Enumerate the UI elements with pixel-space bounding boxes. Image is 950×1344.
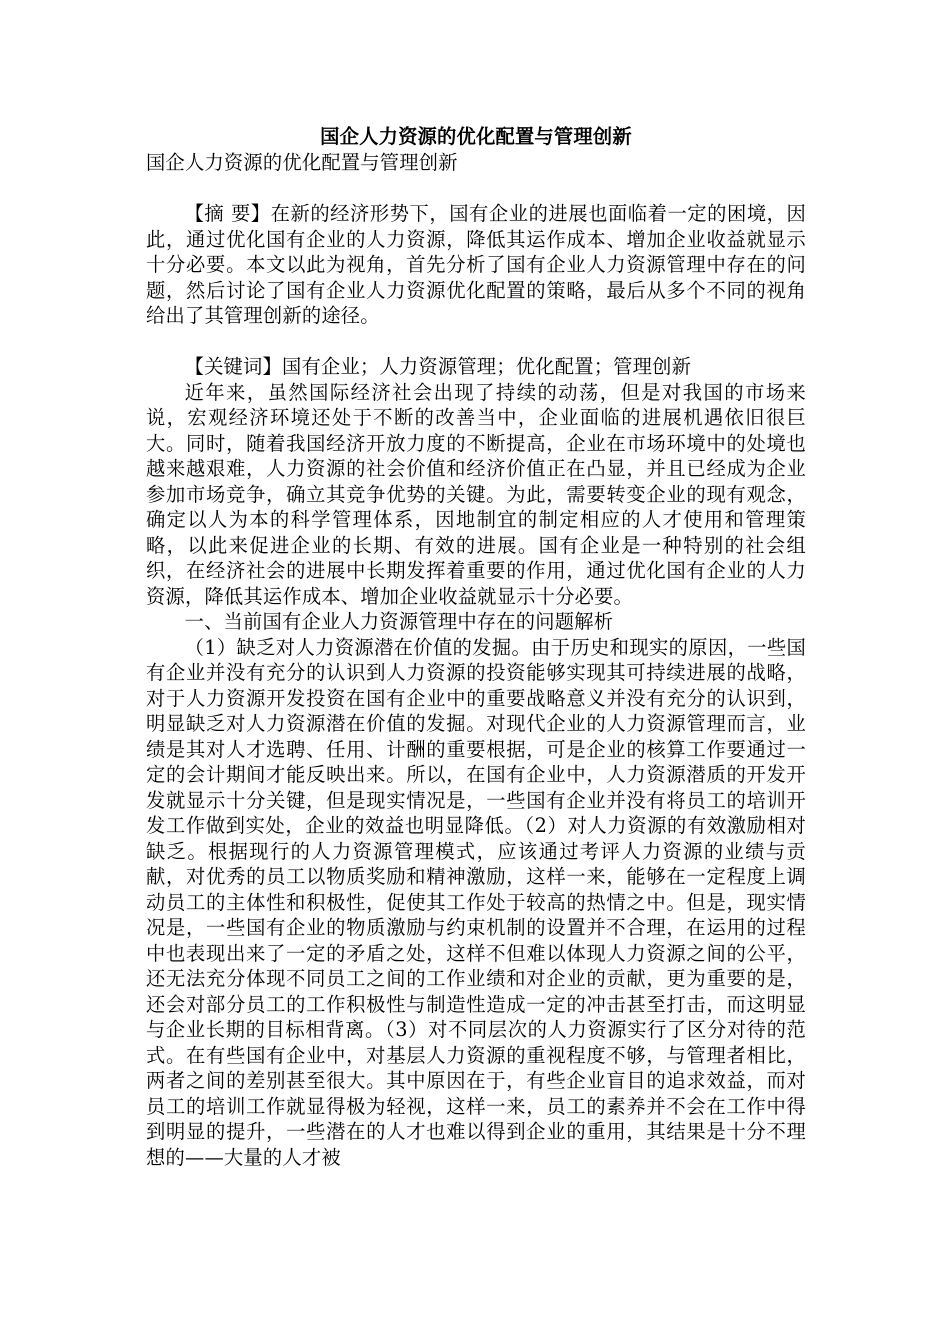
keywords-label: 【关键词】 — [184, 355, 282, 378]
abstract-text: 在新的经济形势下，国有企业的进展也面临着一定的困境，因此，通过优化国有企业的人力资源，降低其运作成本、增加企业收益就显示十分必要。本文以此为视角，首先分析了国有企业人力资源管理中存在的问题，然后讨论了国有企业人力资源优化配置的策略，最后从多个不同的视角给出了其管理创新的途径。 — [146, 202, 806, 327]
intro-paragraph: 近年来，虽然国际经济社会出现了持续的动荡，但是对我国的市场来说，宏观经济环境还处于不断的改善当中，企业面临的进展机遇依旧很巨大。同时，随着我国经济开放力度的不断提高，企业在市场环境中的处境也越来越艰难，人力资源的社会价值和经济价值正在凸显，并且已经成为企业参加市场竞争，确立其竞争优势的关键。为此，需要转变企业的现有观念，确定以人为本的科学管理体系，因地制宜的制定相应的人才使用和管理策略，以此来促进企业的长期、有效的进展。国有企业是一种特别的社会组织，在经济社会的进展中长期发挥着重要的作用，通过优化国有企业的人力资源，降低其运作成本、增加企业收益就显示十分必要。 — [146, 380, 806, 608]
abstract-label: 【摘 要】 — [184, 202, 271, 225]
blank-line — [146, 176, 806, 202]
section1-heading: 一、当前国有企业人力资源管理中存在的问题解析 — [184, 610, 614, 633]
document-subtitle: 国企人力资源的优化配置与管理创新 — [146, 151, 458, 174]
abstract-paragraph — [146, 201, 806, 329]
keywords-paragraph — [146, 354, 806, 380]
blank-line — [146, 329, 806, 355]
document-title: 国企人力资源的优化配置与管理创新 — [320, 125, 632, 148]
document-body — [146, 124, 806, 1170]
keywords-text: 国有企业；人力资源管理；优化配置；管理创新 — [282, 355, 692, 378]
section1-paragraph: （1）缺乏对人力资源潜在价值的发掘。由于历史和现实的原因，一些国有企业并没有充分的认识到人力资源的投资能够实现其可持续进展的战略，对于人力资源开发投资在国有企业中的重要战略意义并没有充分的认识到，明显缺乏对人力资源潜在价值的发掘。对现代企业的人力资源管理而言，业绩是其对人才选聘、任用、计酬的重要根据，可是企业的核算工作要通过一定的会计期间才能反映出来。所以，在国有企业中，人力资源潜质的开发开发就显示十分关键，但是现实情况是，一些国有企业并没有将员工的培训开发工作做到实处，企业的效益也明显降低。（2）对人力资源的有效激励相对缺乏。根据现行的人力资源管理模式，应该通过考评人力资源的业绩与贡献，对优秀的员工以物质奖励和精神激励，这样一来，能够在一定程度上调动员工的主体性和积极性，促使其工作处于较高的热情之中。但是，现实情况是，一些国有企业的物质激励与约束机制的设置并不合理，在运用的过程中也表现出来了一定的矛盾之处，这样不但难以体现人力资源之间的公平，还无法充分体现不同员工之间的工作业绩和对企业的贡献，更为重要的是，还会对部分员工的工作积极性与制造性造成一定的冲击甚至打击，而这明显与企业长期的目标相背离。（3）对不同层次的人力资源实行了区分对待的范式。在有些国有企业中，对基层人力资源的重视程度不够，与管理者相比，两者之间的差别甚至很大。其中原因在于，有些企业盲目的追求效益，而对员工的培训工作就显得极为轻视，这样一来，员工的素养并不会在工作中得到明显的提升，一些潜在的人才也难以得到企业的重用，其结果是十分不理想的——大量的人才被 — [146, 635, 806, 1169]
